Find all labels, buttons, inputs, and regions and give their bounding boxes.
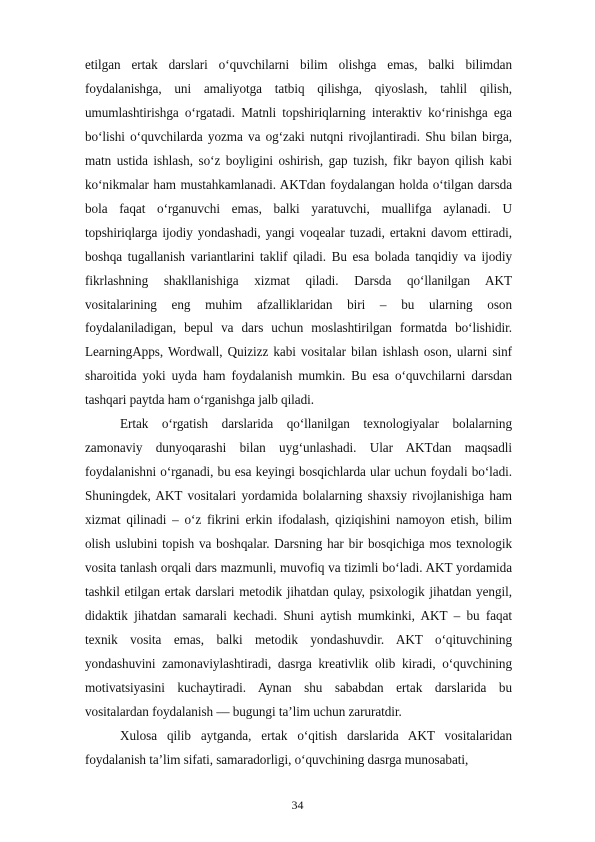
- paragraph-1: etilgan ertak darslari o‘quvchilarni bilim olishga emas, balki bilimdan foydalanishga, uni amaliyotga tatbiq qilishga, qiyoslash, tahlil qilish, umumlashtirishga o‘rgatadi. Matnli topshiriqlarning interaktiv ko‘rinishga ega bo‘lishi o‘quvchilarda yozma va og‘zaki nutqni rivojlantiradi. Shu bilan birga, matn ustida ishlash, so‘z boyligini oshirish, gap tuzish, fikr bayon qilish kabi ko‘nikmalar ham mustahkamlanadi. AKTdan foydalangan holda o‘tilgan darsda bola faqat o‘rganuvchi emas, balki yaratuvchi, muallifga aylanadi. U topshiriqlarga ijodiy yondashadi, yangi voqealar tuzadi, ertakni davom ettiradi, boshqa tugallanish variantlarini taklif qiladi. Bu esa bolada tanqidiy va ijodiy fikrlashning shakllanishiga xizmat qiladi. Darsda qo‘llanilgan AKT vositalarining eng muhim afzalliklaridan biri – bu ularning oson foydalaniladigan, bepul va dars uchun moslashtirilgan formatda bo‘lishidir. LearningApps, Wordwall, Quizizz kabi vositalar bilan ishlash oson, ularni sinf sharoitida yoki uyda ham foydalanish mumkin. Bu esa o‘quvchilarni darsdan tashqari paytda ham o‘rganishga jalb qiladi.: [85, 57, 512, 408]
- paragraph-2: Ertak o‘rgatish darslarida qo‘llanilgan texnologiyalar bolalarning zamonaviy dunyoqarashi bilan uyg‘unlashadi. Ular AKTdan maqsadli foydalanishni o‘rganadi, bu esa keyingi bosqichlarda ular uchun foydali bo‘ladi. Shuningdek, AKT vositalari yordamida bolalarning shaxsiy rivojlanishiga ham xizmat qilinadi – o‘z fikrini erkin ifodalash, qiziqishini namoyon etish, bilim olish uslubini topish va boshqalar. Darsning har bir bosqichiga mos texnologik vosita tanlash orqali dars mazmunli, muvofiq va tizimli bo‘ladi. AKT yordamida tashkil etilgan ertak darslari metodik jihatdan qulay, psixologik jihatdan yengil, didaktik jihatdan samarali kechadi. Shuni aytish mumkinki, AKT – bu faqat texnik vosita emas, balki metodik yondashuvdir. AKT o‘qituvchining yondashuvini zamonaviylashtiradi, dasrga kreativlik olib kiradi, o‘quvchining motivatsiyasini kuchaytiradi. Aynan shu sababdan ertak darslarida bu vositalardan foydalanish — bugungi ta’lim uchun zaruratdir.: [85, 416, 512, 719]
- body-text: [85, 53, 512, 772]
- paragraph-3: Xulosa qilib aytganda, ertak o‘qitish darslarida AKT vositalaridan foydalanish ta’lim sifati, samaradorligi, o‘quvchining dasrga munosabati,: [85, 727, 512, 767]
- page-number: 34: [291, 798, 304, 812]
